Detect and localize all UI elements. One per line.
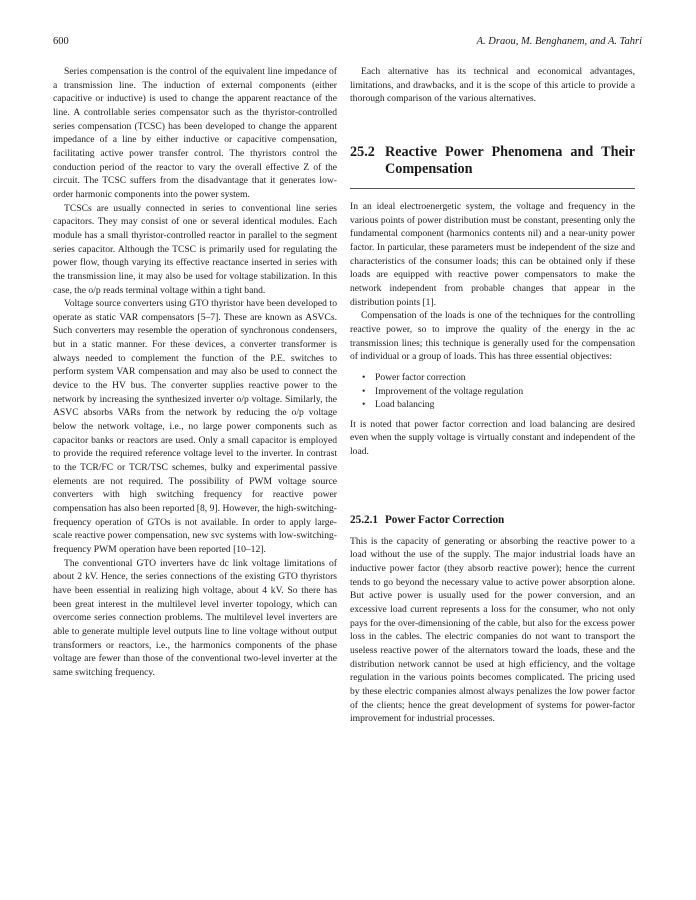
section-title: Reactive Power Phenomena and Their Compensation: [385, 143, 635, 178]
list-item-text: Power factor correction: [375, 371, 466, 383]
paragraph: It is noted that power factor correction and load balancing are desired even when the supply voltage is virtually constant and independent of the load.: [350, 418, 635, 458]
section-heading: [350, 144, 635, 179]
paragraph: Each alternative has its technical and economical advantages, limitations, and drawbacks, and it is the scope of this article to provide a thorough comparison of the various alternatives.: [350, 66, 635, 105]
subsection-heading: [350, 513, 635, 528]
objectives-list: [350, 371, 635, 412]
bullet-icon: •: [362, 385, 366, 397]
bullet-icon: •: [362, 399, 366, 411]
list-item-text: Improvement of the voltage regulation: [375, 385, 524, 397]
paragraph: Compensation of the loads is one of the techniques for the controlling reactive power, so to improve the quality of the energy in the ac transmission lines; this technique is generally used for the compensation of individual or a group of loads. This has three essential objectives:: [350, 310, 635, 363]
paragraph: In an ideal electroenergetic system, the voltage and frequency in the various points of power distribution must be constant, presenting only the fundamental component (harmonics contents nil) and a near-unity power factor. In particular, these parameters must be independent of the size and characteristics of the consumer loads; this can be obtained only if these loads are equipped with reactive power compensators to make the network independent from probable changes that appear in the distribution points [1].: [350, 200, 635, 308]
right-column: [350, 65, 635, 726]
list-item: [362, 398, 635, 412]
list-item: [362, 371, 635, 385]
list-item-text: Load balancing: [375, 399, 435, 411]
left-column: [53, 65, 337, 680]
list-item: [362, 385, 635, 399]
paragraph: Voltage source converters using GTO thyristor have been developed to operate as static VAR compensators [5–7]. These are known as ASVCs. Such converters may resemble the operation of synchronous condensers, but in a static manner. For these devices, a converter transformer is always needed to complement the function of the P.E. switches to perform system VAR compensation and may also be used to connect the device to the HV bus. The converter supplies reactive power to the network by increasing the synthesized inverter o/p voltage. Similarly, the ASVC absorbs VARs from the network by reducing the o/p voltage below the network voltage, i.e., no large power components such as capacitor banks or reactors are used. Only a small capacitor is employed to provide the required reference voltage level to the inverter. In contrast to the TCR/FC or TCR/TSC schemes, bulky and experimental passive elements are not required. The possibility of PWM voltage source converters with high switching frequency for reactive power compensation has also been reported [8, 9]. However, the high-switching-frequency operation of GTOs is not available. In order to apply large-scale reactive power compensation, new svc systems with low-switching-frequency PWM operation have been reported [10–12].: [53, 298, 337, 555]
running-authors: A. Draou, M. Benghanem, and A. Tahri: [476, 36, 642, 47]
paragraph: The conventional GTO inverters have dc link voltage limitations of about 2 kV. Hence, the series connections of the existing GTO thyristors have been essential in realizing high voltage, about 4 kV. So there has been great interest in the multilevel level inverter topology, which can overcome series connection problems. The multilevel level inverters are able to generate multiple level outputs line to line voltage without output transformers or reactors, i.e., the harmonics components of the phase voltage are fewer than those of the conventional two-level inverter at the same switching frequency.: [53, 557, 337, 678]
paragraph: TCSCs are usually connected in series to conventional line series capacitors. They may consist of one or several identical modules. Each module has a small thyristor-controlled reactor in parallel to the segment series capacitor. Although the TCSC is primarily used for regulating the power flow, though varying its effective reactance inserted in series with the transmission line, it may also be used for voltage stabilization. In this case, the o/p reads terminal voltage within a tight band.: [53, 202, 337, 296]
subsection-title: Power Factor Correction: [384, 513, 505, 526]
subsection-number: 25.2.1: [350, 513, 378, 526]
bullet-icon: •: [362, 371, 366, 383]
section-rule: [350, 188, 635, 189]
section-number: 25.2: [350, 143, 375, 160]
paragraph: This is the capacity of generating or absorbing the reactive power to a load without the use of the supply. The major industrial loads have an inductive power factor (they absorb reactive power); hence the current tends to go beyond the necessary value to active power absorption alone. But active power is usually used for the power conversion, and an excessive load current represents a loss for the consumer, who not only pays for the over-dimensioning of the cable, but also for the excess power loss in the cables. The electric companies do not want to transport the useless reactive power of the alternators toward the loads, these and the distribution network cannot be used at high efficiency, and the voltage regulation in the various points becomes complicated. The pricing used by these electric companies almost always penalizes the low power factor of the clients; hence the great development of systems for power-factor improvement for industrial processes.: [350, 535, 635, 725]
page-number: 600: [53, 36, 69, 47]
running-header: [53, 36, 642, 52]
paragraph: Series compensation is the control of the equivalent line impedance of a transmission line. The induction of external components (either capacitive or inductive) is used to change the apparent reactance of the line. A controllable series compensator such as the thyristor-controlled series compensation (TCSC) has been developed to change the apparent impedance of a line by either inductive or capacitive compensation, facilitating active power transfer control. The thyristors control the conduction period of the reactor to vary the overall effective Z of the circuit. The TCSC suffers from the disadvantage that it generates low-order harmonic components into the power system.: [53, 66, 337, 200]
